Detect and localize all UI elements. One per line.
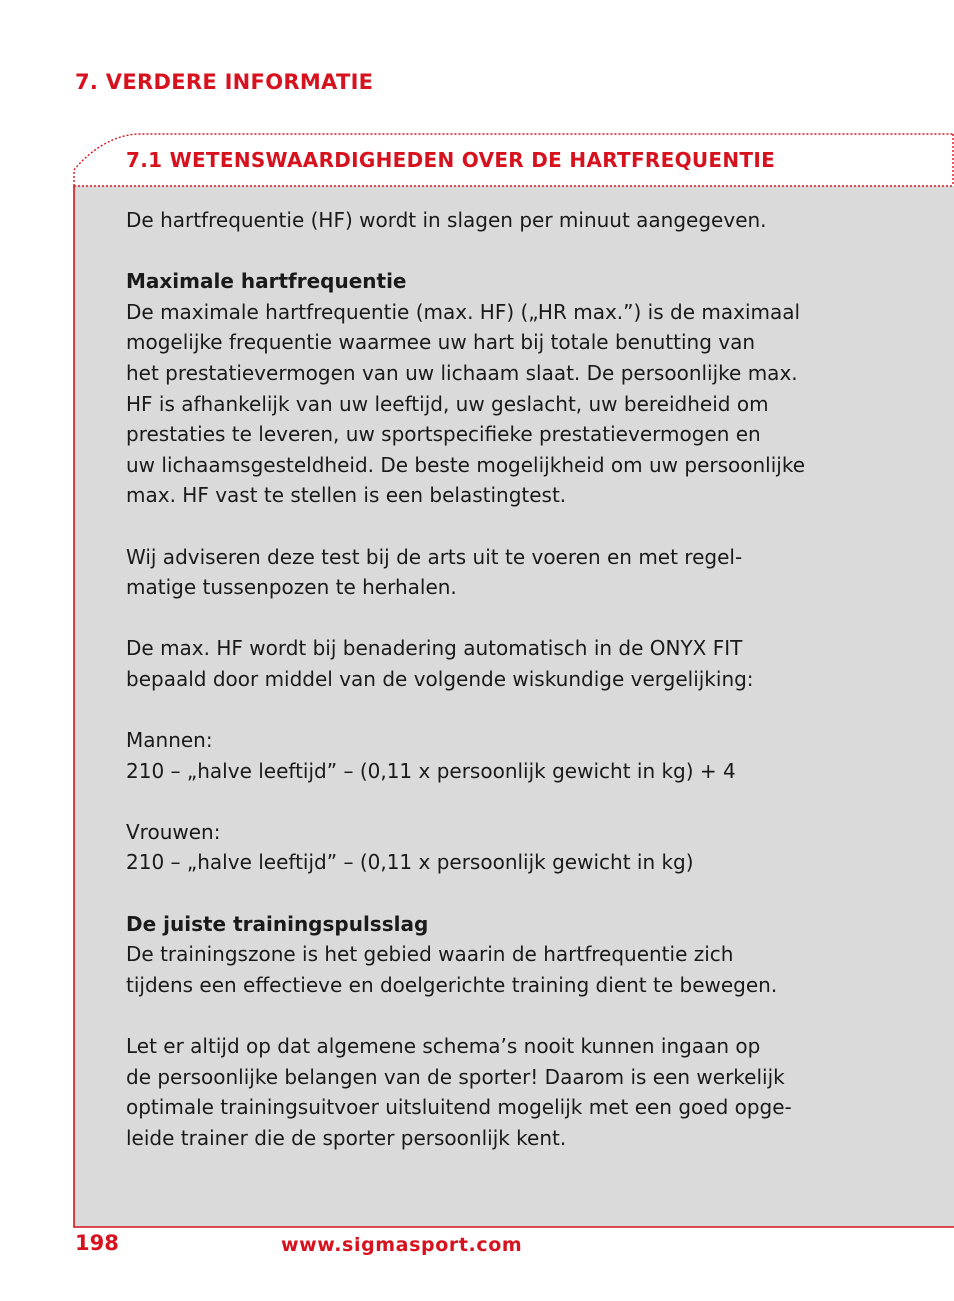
section-title: 7.1 WETENSWAARDIGHEDEN OVER DE HARTFREQUENTIE [126,148,776,172]
text-line: max. HF vast te stellen is een belastingtest. [126,483,567,508]
text-line: optimale trainingsuitvoer uitsluitend mogelijk met een goed opge- [126,1095,792,1120]
text-line: De trainingszone is het gebied waarin de hartfrequentie zich [126,942,734,967]
text-line: De max. HF wordt bij benadering automatisch in de ONYX FIT [126,636,743,661]
training-heading: De juiste trainingspulsslag [126,911,429,936]
intro-paragraph: De hartfrequentie (HF) wordt in slagen per minuut aangegeven. [126,208,767,232]
auto-calc-paragraph [126,633,856,694]
section-content [126,205,856,1153]
chapter-title: 7. VERDERE INFORMATIE [75,70,374,94]
text-line: prestaties te leveren, uw sportspecifieke prestatievermogen en [126,422,761,447]
men-formula-block [126,725,856,786]
women-formula-block [126,817,856,878]
text-line: uw lichaamsgesteldheid. De beste mogelijkheid om uw persoonlijke [126,452,806,477]
women-label: Vrouwen: [126,819,221,844]
men-formula: 210 – „halve leeftijd” – (0,11 x persoonlijk gewicht in kg) + 4 [126,758,736,783]
text-line: tijdens een effectieve en doelgerichte training dient te bewegen. [126,972,778,997]
closing-paragraph [126,1031,856,1153]
women-formula: 210 – „halve leeftijd” – (0,11 x persoonlijk gewicht in kg) [126,850,694,875]
text-line: het prestatievermogen van uw lichaam slaat. De persoonlijke max. [126,360,798,385]
text-line: De maximale hartfrequentie (max. HF) („HR max.”) is de maximaal [126,299,801,324]
text-line: HF is afhankelijk van uw leeftijd, uw geslacht, uw bereidheid om [126,391,769,416]
men-label: Mannen: [126,728,213,753]
text-line: Wij adviseren deze test bij de arts uit te voeren en met regel- [126,544,743,569]
max-hr-heading: Maximale hartfrequentie [126,269,407,294]
max-hr-paragraph [126,297,856,511]
text-line: de persoonlijke belangen van de sporter! Daarom is een werkelijk [126,1064,785,1089]
advice-paragraph [126,542,856,603]
page-number: 198 [75,1231,119,1255]
website-link[interactable]: www.sigmasport.com [281,1234,523,1256]
text-line: leide trainer die de sporter persoonlijk kent. [126,1125,567,1150]
text-line: Let er altijd op dat algemene schema’s nooit kunnen ingaan op [126,1034,761,1059]
training-paragraph [126,939,856,1000]
text-line: matige tussenpozen te herhalen. [126,575,457,600]
text-line: mogelijke frequentie waarmee uw hart bij totale benutting van [126,330,756,355]
text-line: bepaald door middel van de volgende wiskundige vergelijking: [126,666,754,691]
